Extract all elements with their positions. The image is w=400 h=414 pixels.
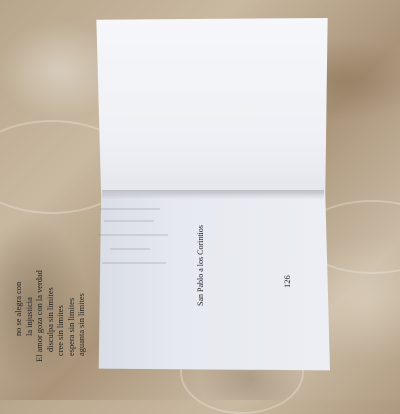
attribution xyxy=(196,206,208,306)
poem-line: espera sin limites xyxy=(66,297,76,356)
poem-line: El amor goza con la verdad xyxy=(35,270,44,362)
poem-line: cree sin limites xyxy=(56,305,65,356)
page-number xyxy=(282,270,294,290)
poem-line: disculpa sin limites xyxy=(45,287,55,352)
poem-line: la injusticia xyxy=(24,297,34,336)
poem-line: no se alegra con xyxy=(14,281,23,336)
page-number-text: 126 xyxy=(282,275,292,288)
poem-text-block xyxy=(14,196,174,362)
poem-line: aguanta sin limites xyxy=(77,293,86,356)
attribution-text: San Pablo a los Corintios xyxy=(196,225,205,306)
blank-page xyxy=(94,18,330,194)
